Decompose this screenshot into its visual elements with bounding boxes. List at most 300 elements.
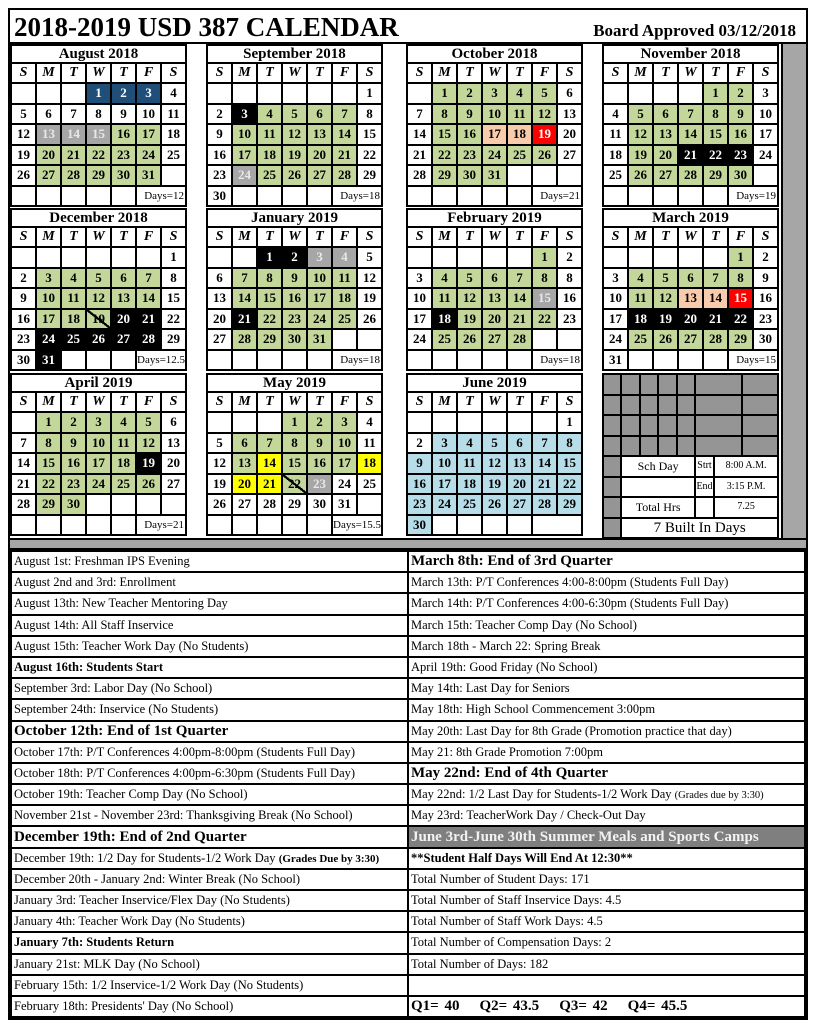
day-cell: 15	[532, 288, 557, 309]
weekday-header: T	[257, 227, 282, 247]
day-cell	[457, 186, 482, 207]
day-cell: 28	[232, 329, 257, 350]
month-name: October 2018	[407, 45, 582, 63]
weekday-header: M	[232, 392, 257, 412]
month-august-2018	[10, 44, 187, 207]
event-right: Total Number of Student Days: 171	[408, 869, 805, 890]
day-cell: 13	[307, 124, 332, 145]
day-cell	[257, 83, 282, 104]
day-cell: 24	[482, 145, 507, 166]
school-day-info	[602, 373, 779, 539]
day-cell: 18	[432, 309, 457, 330]
event-right: **Student Half Days Will End At 12:30**	[408, 848, 805, 869]
day-cell	[628, 247, 653, 268]
event-text: May 22nd: 1/2 Last Day for Students-1/2 Work Day	[411, 787, 675, 802]
day-cell: 8	[36, 433, 61, 454]
day-cell: 10	[36, 288, 61, 309]
event-left: August 2nd and 3rd: Enrollment	[11, 572, 408, 593]
day-cell	[357, 329, 382, 350]
day-cell: 26	[532, 145, 557, 166]
day-cell: 1	[257, 247, 282, 268]
day-cell: 23	[307, 474, 332, 495]
event-left: December 19th: End of 2nd Quarter	[11, 826, 408, 847]
day-cell: 20	[307, 145, 332, 166]
day-cell: 2	[728, 83, 753, 104]
day-cell: 17	[753, 124, 778, 145]
month-april-2019	[10, 373, 187, 536]
day-cell: 25	[357, 474, 382, 495]
event-row	[11, 593, 805, 614]
event-right: Total Number of Days: 182	[408, 954, 805, 975]
day-cell: 14	[11, 453, 36, 474]
weekday-header: T	[653, 63, 678, 83]
days-count: Days=12	[136, 186, 186, 207]
day-cell: 15	[86, 124, 111, 145]
weekday-header: S	[357, 392, 382, 412]
weekday-header: T	[507, 392, 532, 412]
weekday-header: S	[11, 392, 36, 412]
day-cell	[432, 350, 457, 371]
day-cell: 23	[457, 145, 482, 166]
calendar-page	[8, 8, 808, 1020]
day-cell	[532, 165, 557, 186]
event-left: October 19th: Teacher Comp Day (No School)	[11, 784, 408, 805]
day-cell: 22	[432, 145, 457, 166]
day-cell: 21	[332, 145, 357, 166]
weekday-header: W	[482, 63, 507, 83]
day-cell: 21	[407, 145, 432, 166]
day-cell: 3	[482, 83, 507, 104]
calendar-grid	[10, 44, 806, 538]
day-cell	[282, 515, 307, 536]
day-cell	[407, 83, 432, 104]
weekday-header: M	[432, 227, 457, 247]
month-name: March 2019	[603, 209, 778, 227]
day-cell: 23	[557, 309, 582, 330]
day-cell	[603, 83, 628, 104]
day-cell: 22	[86, 145, 111, 166]
day-cell: 11	[507, 104, 532, 125]
day-cell	[257, 186, 282, 207]
day-cell: 2	[111, 83, 136, 104]
day-cell: 11	[161, 104, 186, 125]
day-cell: 28	[678, 165, 703, 186]
day-cell: 13	[232, 453, 257, 474]
event-right: March 8th: End of 3rd Quarter	[408, 551, 805, 572]
weekday-header: T	[703, 63, 728, 83]
day-cell: 2	[61, 412, 86, 433]
day-cell	[678, 186, 703, 207]
day-cell: 17	[232, 145, 257, 166]
event-right	[408, 975, 805, 996]
day-cell	[111, 515, 136, 536]
weekday-header: T	[61, 227, 86, 247]
day-cell: 18	[457, 474, 482, 495]
month-name: December 2018	[11, 209, 186, 227]
month-name: June 2019	[407, 374, 582, 392]
weekday-header: F	[332, 227, 357, 247]
day-cell: 22	[257, 309, 282, 330]
day-cell: 19	[357, 288, 382, 309]
day-cell	[507, 186, 532, 207]
day-cell: 7	[678, 104, 703, 125]
day-cell	[457, 350, 482, 371]
day-cell: 14	[61, 124, 86, 145]
weekday-header: S	[603, 227, 628, 247]
day-cell: 11	[457, 453, 482, 474]
day-cell: 7	[507, 268, 532, 289]
day-cell: 8	[86, 104, 111, 125]
quarter-days: Q1= 40	[411, 998, 460, 1015]
day-cell: 13	[111, 288, 136, 309]
day-cell: 25	[507, 145, 532, 166]
day-cell: 16	[407, 474, 432, 495]
day-cell	[307, 186, 332, 207]
day-cell: 10	[136, 104, 161, 125]
day-cell: 16	[282, 288, 307, 309]
event-row	[11, 784, 805, 805]
day-cell	[207, 412, 232, 433]
event-right: March 15th: Teacher Comp Day (No School)	[408, 615, 805, 636]
day-cell: 22	[161, 309, 186, 330]
day-cell: 26	[457, 329, 482, 350]
day-cell: 12	[653, 288, 678, 309]
day-cell: 16	[111, 124, 136, 145]
day-cell: 26	[357, 309, 382, 330]
weekday-header: F	[136, 63, 161, 83]
day-cell	[532, 329, 557, 350]
day-cell: 24	[307, 309, 332, 330]
day-cell: 12	[282, 124, 307, 145]
event-row	[11, 805, 805, 826]
day-cell: 29	[557, 494, 582, 515]
day-cell: 14	[332, 124, 357, 145]
day-cell: 13	[557, 104, 582, 125]
weekday-header: W	[678, 227, 703, 247]
day-cell: 21	[507, 309, 532, 330]
day-cell: 24	[86, 474, 111, 495]
day-cell: 29	[728, 329, 753, 350]
day-cell	[257, 515, 282, 536]
day-cell: 20	[653, 145, 678, 166]
day-cell: 6	[678, 268, 703, 289]
event-left: August 13th: New Teacher Mentoring Day	[11, 593, 408, 614]
day-cell: 18	[628, 309, 653, 330]
day-cell: 15	[357, 124, 382, 145]
weekday-header: S	[407, 227, 432, 247]
day-cell: 12	[86, 288, 111, 309]
day-cell: 6	[482, 268, 507, 289]
day-cell: 15	[728, 288, 753, 309]
event-note: (Grades Due by 3:30)	[278, 852, 380, 865]
day-cell: 5	[653, 268, 678, 289]
day-cell: 23	[728, 145, 753, 166]
day-cell: 7	[136, 268, 161, 289]
day-cell: 3	[603, 268, 628, 289]
day-cell: 8	[557, 433, 582, 454]
day-cell	[111, 247, 136, 268]
day-cell: 30	[61, 494, 86, 515]
day-cell	[628, 186, 653, 207]
day-cell: 20	[507, 474, 532, 495]
day-cell: 6	[161, 412, 186, 433]
event-row	[11, 657, 805, 678]
day-cell: 3	[432, 433, 457, 454]
day-cell: 27	[161, 474, 186, 495]
day-cell: 15	[703, 124, 728, 145]
day-cell	[432, 186, 457, 207]
day-cell	[457, 247, 482, 268]
day-cell: 20	[161, 453, 186, 474]
day-cell: 8	[728, 268, 753, 289]
day-cell: 14	[232, 288, 257, 309]
day-cell: 7	[11, 433, 36, 454]
day-cell: 24	[432, 494, 457, 515]
day-cell: 30	[728, 165, 753, 186]
days-count: Days=15	[728, 350, 778, 371]
day-cell: 23	[61, 474, 86, 495]
day-cell: 16	[207, 145, 232, 166]
day-cell: 23	[753, 309, 778, 330]
event-row	[11, 826, 805, 847]
day-cell	[207, 247, 232, 268]
weekday-header: F	[332, 63, 357, 83]
day-cell	[36, 83, 61, 104]
day-cell	[136, 247, 161, 268]
day-cell	[232, 350, 257, 371]
day-cell: 1	[36, 412, 61, 433]
day-cell: 17	[603, 309, 628, 330]
day-cell: 11	[432, 288, 457, 309]
day-cell: 8	[557, 268, 582, 289]
day-cell: 24	[407, 329, 432, 350]
day-cell	[332, 83, 357, 104]
weekday-header: F	[332, 392, 357, 412]
day-cell: 3	[86, 412, 111, 433]
day-cell: 27	[557, 145, 582, 166]
event-row	[11, 911, 805, 932]
day-cell: 17	[332, 453, 357, 474]
day-cell	[86, 350, 111, 371]
day-cell: 26	[628, 165, 653, 186]
weekday-header: M	[232, 227, 257, 247]
month-january-2019	[206, 208, 383, 371]
day-cell: 24	[753, 145, 778, 166]
day-cell: 31	[332, 494, 357, 515]
day-cell: 18	[161, 124, 186, 145]
day-cell: 5	[532, 83, 557, 104]
day-cell: 19	[653, 309, 678, 330]
day-cell	[232, 83, 257, 104]
day-cell: 7	[703, 268, 728, 289]
day-cell	[557, 165, 582, 186]
event-right: March 14th: P/T Conferences 4:00-6:30pm (Students Full Day)	[408, 593, 805, 614]
event-row	[11, 848, 805, 869]
day-cell: 4	[432, 268, 457, 289]
day-cell: 27	[507, 494, 532, 515]
day-cell: 11	[628, 288, 653, 309]
weekday-header: T	[307, 63, 332, 83]
day-cell	[86, 515, 111, 536]
event-row	[11, 932, 805, 953]
weekday-header: M	[432, 63, 457, 83]
weekday-header: T	[111, 63, 136, 83]
day-cell: 15	[282, 453, 307, 474]
day-cell: 17	[407, 309, 432, 330]
weekday-header: S	[557, 63, 582, 83]
day-cell: 6	[207, 268, 232, 289]
day-cell: 11	[257, 124, 282, 145]
day-cell: 21	[532, 474, 557, 495]
weekday-header: T	[507, 227, 532, 247]
weekday-header: S	[161, 227, 186, 247]
day-cell: 7	[407, 104, 432, 125]
weekday-header: T	[307, 392, 332, 412]
day-cell	[11, 515, 36, 536]
day-cell: 13	[507, 453, 532, 474]
day-cell	[507, 350, 532, 371]
month-march-2019	[602, 208, 779, 371]
day-cell: 10	[753, 104, 778, 125]
day-cell: 26	[282, 165, 307, 186]
day-cell: 19	[86, 309, 111, 330]
day-cell	[753, 165, 778, 186]
day-cell: 15	[161, 288, 186, 309]
day-cell: 31	[307, 329, 332, 350]
day-cell: 10	[407, 288, 432, 309]
day-cell: 22	[557, 474, 582, 495]
weekday-header: S	[357, 63, 382, 83]
day-cell: 10	[86, 433, 111, 454]
day-cell: 5	[457, 268, 482, 289]
day-cell: 8	[282, 433, 307, 454]
day-cell: 9	[307, 433, 332, 454]
day-cell	[603, 186, 628, 207]
day-cell	[678, 350, 703, 371]
day-cell: 19	[532, 124, 557, 145]
day-cell	[61, 186, 86, 207]
weekday-header: T	[457, 392, 482, 412]
day-cell: 10	[482, 104, 507, 125]
day-cell: 28	[257, 494, 282, 515]
day-cell: 22	[728, 309, 753, 330]
day-cell: 24	[603, 329, 628, 350]
day-cell: 22	[703, 145, 728, 166]
day-cell: 19	[457, 309, 482, 330]
day-cell	[282, 350, 307, 371]
day-cell	[507, 515, 532, 536]
event-row	[11, 721, 805, 742]
weekday-header: S	[207, 227, 232, 247]
separator-bar	[10, 538, 806, 550]
day-cell: 25	[257, 165, 282, 186]
event-right	[408, 996, 805, 1017]
day-cell: 5	[207, 433, 232, 454]
weekday-header: F	[728, 63, 753, 83]
weekday-header: M	[628, 227, 653, 247]
day-cell: 13	[482, 288, 507, 309]
weekday-header: W	[86, 63, 111, 83]
day-cell: 7	[257, 433, 282, 454]
weekday-header: F	[532, 63, 557, 83]
day-cell: 18	[332, 288, 357, 309]
day-cell: 7	[61, 104, 86, 125]
day-cell: 5	[482, 433, 507, 454]
day-cell	[161, 494, 186, 515]
day-cell	[603, 247, 628, 268]
day-cell: 11	[332, 268, 357, 289]
event-right: May 18th: High School Commencement 3:00pm	[408, 699, 805, 720]
day-cell	[307, 83, 332, 104]
weekday-header: M	[36, 392, 61, 412]
day-cell: 29	[161, 329, 186, 350]
day-cell: 9	[207, 124, 232, 145]
day-cell: 30	[207, 186, 232, 207]
day-cell: 20	[207, 309, 232, 330]
day-cell: 6	[557, 83, 582, 104]
day-cell: 16	[61, 453, 86, 474]
weekday-header: T	[507, 63, 532, 83]
day-cell: 13	[653, 124, 678, 145]
day-cell: 23	[111, 145, 136, 166]
day-cell	[86, 186, 111, 207]
event-left: January 21st: MLK Day (No School)	[11, 954, 408, 975]
day-cell: 3	[332, 412, 357, 433]
day-cell: 21	[703, 309, 728, 330]
day-cell: 28	[703, 329, 728, 350]
event-row	[11, 742, 805, 763]
day-cell: 4	[628, 268, 653, 289]
day-cell: 4	[507, 83, 532, 104]
event-left: October 18th: P/T Conferences 4:00pm-6:30pm (Students Full Day)	[11, 763, 408, 784]
days-count: Days=21	[532, 186, 582, 207]
event-right: March 13th: P/T Conferences 4:00-8:00pm (Students Full Day)	[408, 572, 805, 593]
day-cell: 28	[332, 165, 357, 186]
day-cell	[432, 412, 457, 433]
event-row	[11, 572, 805, 593]
day-cell: 2	[557, 247, 582, 268]
day-cell: 1	[703, 83, 728, 104]
day-cell: 16	[728, 124, 753, 145]
event-right: May 21: 8th Grade Promotion 7:00pm	[408, 742, 805, 763]
day-cell: 10	[232, 124, 257, 145]
day-cell: 20	[232, 474, 257, 495]
day-cell: 4	[332, 247, 357, 268]
day-cell: 2	[207, 104, 232, 125]
weekday-header: S	[753, 63, 778, 83]
day-cell	[482, 247, 507, 268]
day-cell: 9	[61, 433, 86, 454]
day-cell: 18	[111, 453, 136, 474]
day-cell: 29	[282, 494, 307, 515]
day-cell	[703, 247, 728, 268]
day-cell	[11, 412, 36, 433]
day-cell	[482, 186, 507, 207]
end-label: End	[695, 477, 714, 498]
weekday-header: S	[557, 227, 582, 247]
day-cell: 6	[111, 268, 136, 289]
event-row	[11, 551, 805, 572]
event-left	[11, 848, 408, 869]
day-cell: 12	[11, 124, 36, 145]
event-row	[11, 869, 805, 890]
day-cell	[532, 412, 557, 433]
day-cell: 31	[482, 165, 507, 186]
day-cell: 3	[753, 83, 778, 104]
weekday-header: T	[457, 63, 482, 83]
day-cell: 19	[11, 145, 36, 166]
weekday-header: W	[86, 227, 111, 247]
